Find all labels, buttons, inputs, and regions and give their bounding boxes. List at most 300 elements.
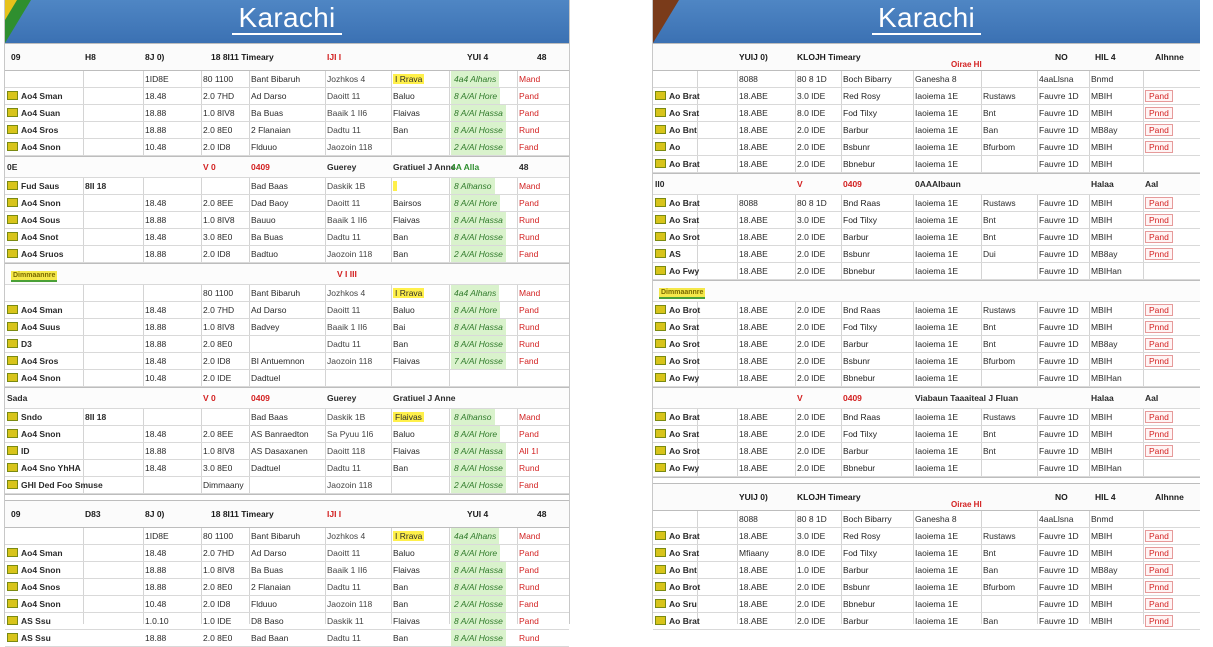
cell-text: 2.0 7HD: [203, 548, 235, 558]
cell-text: 3.0 8E0: [203, 232, 233, 242]
cell-text: Ao4 Sruos: [21, 249, 64, 259]
cell-text: Ao Fwy: [669, 463, 700, 473]
cell-d: [795, 370, 841, 386]
cell-text: 18.ABE: [739, 322, 768, 332]
cell-f: [913, 370, 981, 386]
cell-text: Pand: [1145, 338, 1173, 350]
row-tag-icon: [7, 356, 18, 365]
cell-e: [841, 156, 913, 172]
cell-text: Rustaws: [983, 412, 1016, 422]
cell-d: [201, 545, 249, 561]
cell-text: 8 A/Al Hore: [451, 426, 500, 442]
cell-f: [913, 336, 981, 352]
cell-d: [795, 302, 841, 318]
cell-text: 2.0 ID8: [203, 249, 231, 259]
cell-d: [795, 156, 841, 172]
row-tag-icon: [7, 142, 18, 151]
cell-text: 8 A/Al Hore: [451, 302, 500, 318]
cell-h: [1037, 545, 1089, 561]
cell-g: [981, 409, 1037, 425]
cell-text: Mand: [519, 412, 541, 422]
cell-a: [5, 426, 83, 442]
cell-text: 80 1100: [203, 288, 234, 298]
table-row: [5, 212, 569, 229]
cell-a: [653, 528, 700, 544]
cell-e: [841, 545, 913, 561]
cell-text: 8 A/Al Hassa: [451, 105, 506, 121]
cell-i: [1089, 139, 1143, 155]
cell-text: Iaoiema 1E: [915, 322, 958, 332]
cell-text: BI Antuemnon: [251, 356, 305, 366]
cell-text: Ao4 Sros: [21, 125, 59, 135]
cell-j: [1143, 409, 1203, 425]
cell-h: [1037, 229, 1089, 245]
cell-text: MB8ay: [1091, 125, 1118, 135]
cell-text: Ao: [669, 142, 681, 152]
table-row: [653, 426, 1200, 443]
cell-i: [517, 88, 577, 104]
cell-text: Dadtu 11: [327, 582, 361, 592]
cell-a: [653, 212, 700, 228]
cell-a: [653, 613, 700, 629]
cell-text: MBIHan: [1091, 266, 1122, 276]
cell-e: [841, 246, 913, 262]
cell-text: 8II 18: [85, 181, 107, 191]
cell-text: Jaozoin 118: [327, 249, 373, 259]
cell-text: Fand: [519, 599, 539, 609]
cell-text: 18.88: [145, 339, 167, 349]
cell-c: [737, 426, 795, 442]
cell-text: Daoitt 118: [327, 446, 366, 456]
cell-text: 18.88: [145, 565, 167, 575]
table-row: [5, 545, 569, 562]
cell-text: MBIH: [1091, 159, 1113, 169]
cell-a: [653, 596, 697, 612]
row-tag-icon: [655, 531, 666, 540]
cell-f: [325, 630, 391, 646]
cell-text: 18.ABE: [739, 531, 768, 541]
section-cell-i: Halaa: [1091, 393, 1114, 403]
cell-h: [449, 88, 517, 104]
cell-g: [391, 443, 449, 459]
cell-text: 18.ABE: [739, 412, 768, 422]
cell-text: Ao Fwy: [669, 373, 700, 383]
table-row: [5, 302, 569, 319]
cell-text: Fod Tilxy: [843, 108, 878, 118]
header-cell: D83: [85, 509, 101, 519]
cell-text: 8088: [739, 514, 758, 524]
cell-h: [449, 336, 517, 352]
cell-d: [201, 528, 249, 544]
cell-text: Ao4 Snon: [21, 599, 61, 609]
cell-text: 2.0 7HD: [203, 91, 235, 101]
cell-c: [737, 212, 795, 228]
cell-text: Baluo: [393, 305, 415, 315]
cell-g: [981, 443, 1037, 459]
cell-c: [143, 579, 201, 595]
cell-f: [913, 122, 981, 138]
cell-c: [143, 229, 201, 245]
cell-text: 7 A/Al Hosse: [451, 353, 506, 369]
cell-text: Pnnd: [1145, 428, 1173, 440]
cell-f: [913, 263, 981, 279]
cell-i: [1089, 122, 1143, 138]
cell-g: [391, 71, 449, 87]
row-tag-icon: [655, 249, 666, 258]
table-row: [653, 263, 1200, 280]
cell-i: [1089, 545, 1143, 561]
cell-text: Bfurbom: [983, 356, 1016, 366]
cell-text: 18.ABE: [739, 616, 768, 626]
cell-text: 2.0 ID8: [203, 356, 231, 366]
cell-f: [325, 545, 391, 561]
cell-a: [653, 443, 700, 459]
row-tag-icon: [7, 412, 18, 421]
cell-text: 2 Flanaian: [251, 582, 291, 592]
cell-i: [517, 212, 577, 228]
cell-text: 2.0 8EE: [203, 429, 234, 439]
cell-text: Pand: [1145, 124, 1173, 136]
cell-text: Ba Buas: [251, 565, 284, 575]
cell-e: [249, 528, 325, 544]
cell-g: [981, 139, 1037, 155]
cell-text: Sa Pyuu 1I6: [327, 429, 374, 439]
row-tag-icon: [7, 125, 18, 134]
cell-text: 18.48: [145, 463, 167, 473]
cell-text: Baaik 1 II6: [327, 215, 368, 225]
cell-f: [913, 443, 981, 459]
cell-text: 18.ABE: [739, 91, 768, 101]
cell-text: Pand: [519, 305, 539, 315]
cell-e: [841, 122, 913, 138]
table-row: [5, 246, 569, 263]
row-tag-icon: [655, 125, 666, 134]
table-row: [5, 285, 569, 302]
cell-e: [249, 122, 325, 138]
section-cell-g: Gratiuel J Anne: [393, 162, 456, 172]
cell-c: [737, 409, 795, 425]
cell-text: Mand: [519, 288, 541, 298]
cell-text: Pnnd: [1145, 355, 1173, 367]
cell-e: [841, 613, 913, 629]
block-label: [657, 281, 705, 302]
cell-text: Bsbunr: [843, 582, 870, 592]
section-cell-f: Guerey: [327, 393, 357, 403]
table-row: [5, 353, 569, 370]
cell-text: Fauvre 1D: [1039, 142, 1079, 152]
cell-text: 18.88: [145, 582, 167, 592]
cell-g: [391, 246, 449, 262]
cell-text: 2 A/Al Hosse: [451, 596, 506, 612]
cell-text: 2.0 IDE: [797, 322, 826, 332]
cell-text: Ao4 Suus: [21, 322, 61, 332]
cell-e: [841, 460, 913, 476]
cell-a: [653, 156, 700, 172]
table-row: [653, 212, 1200, 229]
cell-a: [653, 370, 700, 386]
cell-text: MBIH: [1091, 91, 1113, 101]
cell-j: [1143, 319, 1203, 335]
table-row: [653, 562, 1200, 579]
cell-a: [653, 88, 700, 104]
cell-i: [1089, 596, 1143, 612]
cell-h: [1037, 528, 1089, 544]
table-row: [653, 460, 1200, 477]
section-cell-e: 0409: [251, 393, 270, 403]
cell-a: [653, 195, 700, 211]
cell-text: Dui: [983, 249, 996, 259]
cell-text: Rund: [519, 633, 540, 643]
table-header-row: [653, 43, 1200, 71]
cell-h: [449, 353, 517, 369]
cell-f: [913, 613, 981, 629]
cell-text: Ba Buas: [251, 232, 284, 242]
cell-f: [325, 122, 391, 138]
cell-i: [517, 105, 577, 121]
cell-text: Pand: [1145, 530, 1173, 542]
city-banner: [653, 0, 1200, 43]
cell-text: 3.0 IDE: [797, 215, 826, 225]
cell-e: [841, 443, 913, 459]
header-cell: 18 8I11 Timeary: [211, 509, 274, 519]
cell-i: [1089, 426, 1143, 442]
row-tag-icon: [7, 480, 18, 489]
cell-c: [143, 71, 201, 87]
cell-text: 8.0 IDE: [797, 108, 826, 118]
cell-text: Daskik 1B: [327, 412, 366, 422]
cell-text: MBIHan: [1091, 463, 1122, 473]
cell-i: [1089, 105, 1143, 121]
cell-g: [981, 426, 1037, 442]
cell-text: 10.48: [145, 373, 167, 383]
cell-f: [325, 460, 391, 476]
cell-text: Pnnd: [1145, 547, 1173, 559]
cell-i: [1089, 71, 1143, 87]
cell-f: [913, 302, 981, 318]
row-tag-icon: [655, 142, 666, 151]
header-cell: HIL 4: [1095, 52, 1116, 62]
table-row: [5, 630, 569, 647]
cell-f: [325, 613, 391, 629]
cell-text: Iaoiema 1E: [915, 548, 958, 558]
table-row: [653, 71, 1200, 88]
cell-text: 18.48: [145, 232, 167, 242]
cell-text: 8 A/Al Hore: [451, 545, 500, 561]
cell-text: 2.0 IDE: [797, 616, 826, 626]
cell-text: Jaozoin 118: [327, 599, 373, 609]
section-cell-i: 48: [519, 162, 529, 172]
row-tag-icon: [7, 232, 18, 241]
cell-text: Flduuo: [251, 599, 277, 609]
cell-h: [1037, 105, 1089, 121]
cell-text: Fod Tilxy: [843, 215, 878, 225]
cell-text: 18.88: [145, 125, 167, 135]
cell-text: Fauvre 1D: [1039, 582, 1079, 592]
cell-c: [737, 263, 795, 279]
row-tag-icon: [655, 215, 666, 224]
cell-i: [1089, 156, 1143, 172]
cell-text: Iaoiema 1E: [915, 215, 958, 225]
cell-text: Fauvre 1D: [1039, 249, 1079, 259]
cell-text: Flaivas: [395, 412, 422, 422]
cell-text: Ban: [393, 463, 409, 473]
cell-text: Fauvre 1D: [1039, 305, 1079, 315]
cell-text: 1ID8E: [145, 74, 169, 84]
cell-g: [981, 579, 1037, 595]
cell-text: Bnmd: [1091, 514, 1114, 524]
cell-j: [1143, 336, 1203, 352]
cell-j: [1143, 426, 1203, 442]
table-row: [653, 122, 1200, 139]
cell-a: [5, 370, 83, 386]
cell-text: I Rrava: [395, 531, 423, 541]
cell-text: 2 Flanaian: [251, 125, 291, 135]
cell-text: Rund: [519, 322, 540, 332]
cell-j: [1143, 528, 1203, 544]
cell-j: [1143, 562, 1203, 578]
cell-text: Ao4 Snot: [21, 232, 59, 242]
cell-d: [795, 426, 841, 442]
cell-h: [1037, 139, 1089, 155]
cell-d: [795, 246, 841, 262]
table-row: [5, 562, 569, 579]
cell-e: [841, 212, 913, 228]
cell-a: [5, 139, 83, 155]
cell-text: Ao Srat: [669, 548, 700, 558]
section-cell-d: V: [797, 393, 803, 403]
row-tag-icon: [655, 429, 666, 438]
cell-h: [1037, 88, 1089, 104]
cell-text: Bnt: [983, 446, 996, 456]
cell-d: [795, 263, 841, 279]
row-tag-icon: [655, 548, 666, 557]
cell-f: [325, 528, 391, 544]
cell-text: Bbnebur: [843, 373, 876, 383]
cell-text: Ao4 Suan: [21, 108, 61, 118]
table-row: [5, 477, 569, 494]
cell-e: [249, 630, 325, 646]
section-cell-f: Guerey: [327, 162, 357, 172]
cell-text: Ban: [393, 633, 409, 643]
cell-h: [449, 630, 517, 646]
cell-text: MBIH: [1091, 305, 1113, 315]
cell-h: [449, 370, 517, 386]
row-tag-icon: [655, 616, 666, 625]
cell-f: [913, 353, 981, 369]
cell-text: [393, 181, 397, 191]
row-tag-icon: [7, 616, 18, 625]
cell-f: [325, 88, 391, 104]
cell-text: Iaoiema 1E: [915, 463, 958, 473]
cell-i: [517, 528, 577, 544]
table-row: [5, 88, 569, 105]
cell-i: [1089, 319, 1143, 335]
cell-g: [981, 212, 1037, 228]
cell-c: [737, 443, 795, 459]
cell-c: [737, 370, 795, 386]
cell-e: [841, 88, 913, 104]
cell-text: Pand: [519, 108, 539, 118]
cell-text: Pand: [1145, 598, 1173, 610]
row-tag-icon: [7, 215, 18, 224]
cell-f: [325, 319, 391, 335]
table-row: [653, 319, 1200, 336]
cell-g: [981, 545, 1037, 561]
cell-i: [1089, 336, 1143, 352]
cell-text: Ao Bnt: [669, 125, 697, 135]
cell-text: Rund: [519, 582, 540, 592]
block-mark: V I III: [337, 269, 357, 279]
header-cell: YUIJ 0): [739, 492, 768, 502]
table-row: [5, 370, 569, 387]
row-tag-icon: [7, 108, 18, 117]
cell-text: Dimmaany: [203, 480, 244, 490]
cell-text: 18.ABE: [739, 429, 768, 439]
cell-text: 8 A/Al Hassa: [451, 562, 506, 578]
cell-text: MB8ay: [1091, 249, 1118, 259]
cell-text: 2.0 IDE: [203, 373, 232, 383]
cell-text: Pand: [1145, 411, 1173, 423]
cell-text: Iaoiema 1E: [915, 412, 958, 422]
cell-text: Jozhkos 4: [327, 288, 366, 298]
cell-text: Bnd Raas: [843, 198, 881, 208]
cell-text: 18.ABE: [739, 565, 768, 575]
cell-text: Jaozoin 118: [327, 356, 373, 366]
cell-c: [143, 195, 201, 211]
header-cell: Alhnne: [1155, 492, 1184, 502]
cell-text: 18.ABE: [739, 599, 768, 609]
row-tag-icon: [7, 181, 18, 190]
cell-d: [795, 195, 841, 211]
cell-e: [249, 370, 325, 386]
cell-text: Iaoiema 1E: [915, 305, 958, 315]
row-tag-icon: [7, 305, 18, 314]
cell-g: [391, 460, 449, 476]
cell-text: 2.0 IDE: [797, 582, 826, 592]
cell-text: Ban: [393, 249, 409, 259]
cell-text: 3.0 8E0: [203, 463, 233, 473]
cell-e: [841, 302, 913, 318]
cell-text: Bairsos: [393, 198, 422, 208]
cell-text: 8 A/Al Hassa: [451, 443, 506, 459]
cell-text: 2.0 IDE: [797, 125, 826, 135]
cell-text: Ao Sru: [669, 599, 697, 609]
city-title: [5, 3, 569, 33]
cell-text: Ao Srat: [669, 108, 700, 118]
table-row: [5, 443, 569, 460]
cell-text: Fauvre 1D: [1039, 446, 1079, 456]
cell-text: Flaivas: [393, 108, 420, 118]
row-tag-icon: [655, 108, 666, 117]
cell-text: Badtuo: [251, 249, 278, 259]
cell-text: Fauvre 1D: [1039, 108, 1079, 118]
cell-text: MBIH: [1091, 356, 1113, 366]
cell-text: Ao Brat: [669, 91, 700, 101]
cell-a: [653, 229, 700, 245]
cell-i: [1089, 353, 1143, 369]
table-header-row: [5, 43, 569, 71]
cell-g: [981, 562, 1037, 578]
cell-i: [517, 195, 577, 211]
cell-text: 8 A/Al Hosse: [451, 336, 506, 352]
cell-text: Dadtuel: [251, 463, 281, 473]
section-cell-i: Halaa: [1091, 179, 1114, 189]
cell-h: [449, 105, 517, 121]
row-tag-icon: [655, 412, 666, 421]
cell-text: 18.88: [145, 215, 167, 225]
cell-text: AS Ssu: [21, 616, 51, 626]
cell-text: 80 8 1D: [797, 74, 827, 84]
